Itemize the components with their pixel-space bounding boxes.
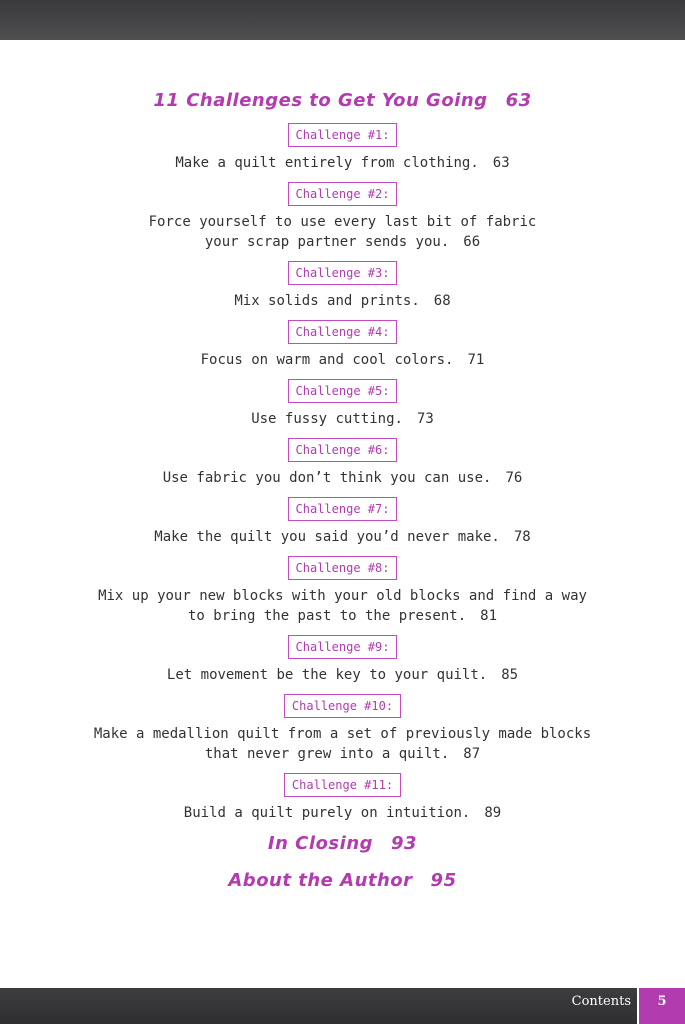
challenge-description-line [0, 803, 685, 823]
challenge-page: 78 [513, 529, 531, 545]
challenge-description [0, 468, 685, 488]
challenge-description-text: Use fussy cutting. [251, 411, 403, 427]
challenge-entry [0, 438, 685, 488]
challenge-entry [0, 123, 685, 173]
challenge-description-line [0, 232, 685, 252]
top-banner [0, 0, 685, 40]
challenge-description-text: Mix up your new blocks with your old blocks and find a way [98, 588, 587, 604]
challenge-description-line [0, 586, 685, 606]
about-page: 95 [430, 870, 457, 891]
challenge-description [0, 724, 685, 764]
challenge-description-line [0, 527, 685, 547]
challenge-description-text: Build a quilt purely on intuition. [183, 805, 471, 821]
challenge-label-box: Challenge #11: [284, 773, 401, 797]
challenge-description-line [0, 212, 685, 232]
challenge-description [0, 350, 685, 370]
challenge-description [0, 409, 685, 429]
challenge-entry [0, 497, 685, 547]
page-number: 5 [639, 988, 685, 1024]
challenge-list [0, 123, 685, 823]
challenge-description [0, 212, 685, 252]
section-heading [0, 90, 685, 111]
challenge-description-text: Let movement be the key to your quilt. [166, 667, 488, 683]
challenge-entry [0, 379, 685, 429]
challenge-description [0, 665, 685, 685]
challenge-description-text: to bring the past to the present. [187, 608, 467, 624]
challenge-page: 73 [416, 411, 434, 427]
challenge-description [0, 291, 685, 311]
challenge-label-box: Challenge #9: [288, 635, 398, 659]
challenge-description-line [0, 153, 685, 173]
about-title: About the Author [228, 870, 413, 891]
challenge-description-line [0, 744, 685, 764]
challenge-page: 66 [463, 234, 481, 250]
challenge-page: 71 [467, 352, 485, 368]
challenge-description-line [0, 665, 685, 685]
challenge-label-box: Challenge #4: [288, 320, 398, 344]
challenge-description-line [0, 350, 685, 370]
challenge-description-line [0, 409, 685, 429]
challenge-description-text: Make the quilt you said you’d never make. [154, 529, 500, 545]
footer-bar [0, 988, 637, 1024]
about-heading [0, 870, 685, 891]
challenge-description-text: Use fabric you don’t think you can use. [162, 470, 492, 486]
challenge-description [0, 153, 685, 173]
footer-section-label: Contents [571, 994, 631, 1009]
challenge-description-text: Mix solids and prints. [234, 293, 420, 309]
challenge-description-line [0, 468, 685, 488]
closing-title: In Closing [267, 833, 374, 854]
challenge-description [0, 803, 685, 823]
challenge-page: 68 [433, 293, 451, 309]
challenge-description-line [0, 291, 685, 311]
challenge-label-box: Challenge #5: [288, 379, 398, 403]
challenge-entry [0, 773, 685, 823]
challenge-description-line [0, 724, 685, 744]
challenge-label-box: Challenge #7: [288, 497, 398, 521]
challenge-description-text: Force yourself to use every last bit of fabric [148, 214, 537, 230]
challenge-label-box: Challenge #1: [288, 123, 398, 147]
challenge-label-box: Challenge #10: [284, 694, 401, 718]
challenge-label-box: Challenge #3: [288, 261, 398, 285]
challenge-page: 89 [484, 805, 502, 821]
challenge-description [0, 586, 685, 626]
challenge-page: 63 [492, 155, 510, 171]
challenge-label-box: Challenge #8: [288, 556, 398, 580]
challenge-entry [0, 182, 685, 252]
closing-page: 93 [391, 833, 418, 854]
challenge-page: 85 [501, 667, 519, 683]
challenge-description-text: Focus on warm and cool colors. [200, 352, 454, 368]
closing-heading [0, 833, 685, 854]
challenge-label-box: Challenge #2: [288, 182, 398, 206]
challenge-entry [0, 320, 685, 370]
challenge-description-text: your scrap partner sends you. [204, 234, 450, 250]
challenge-description-text: Make a medallion quilt from a set of previously made blocks [93, 726, 592, 742]
challenge-description [0, 527, 685, 547]
section-heading-title: 11 Challenges to Get You Going [153, 90, 488, 111]
challenge-entry [0, 635, 685, 685]
challenge-entry [0, 694, 685, 764]
challenge-label-box: Challenge #6: [288, 438, 398, 462]
challenge-description-line [0, 606, 685, 626]
challenge-description-text: that never grew into a quilt. [204, 746, 450, 762]
challenge-entry [0, 261, 685, 311]
toc-content [0, 90, 685, 891]
challenge-description-text: Make a quilt entirely from clothing. [175, 155, 479, 171]
challenge-entry [0, 556, 685, 626]
challenge-page: 81 [480, 608, 497, 624]
challenge-page: 76 [505, 470, 523, 486]
section-heading-page: 63 [505, 90, 532, 111]
challenge-page: 87 [463, 746, 481, 762]
